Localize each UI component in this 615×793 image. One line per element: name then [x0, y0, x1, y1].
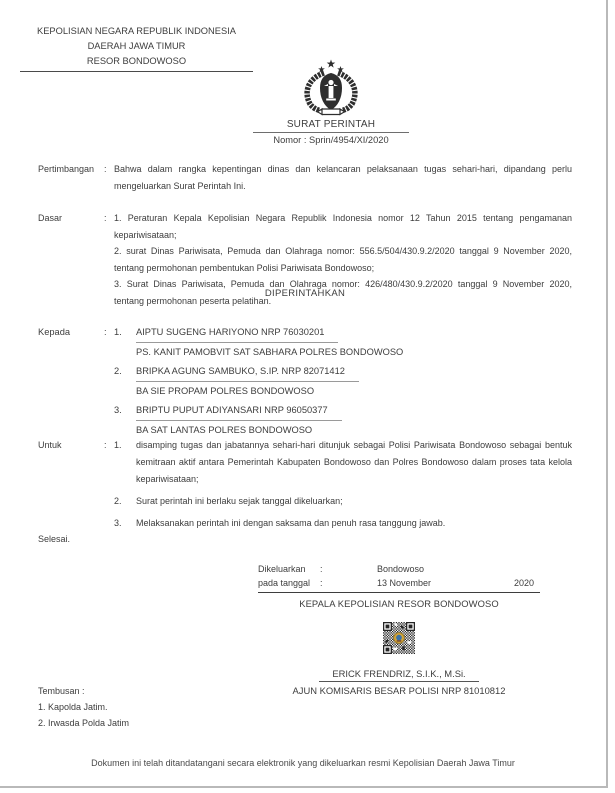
- item-text: Melaksanakan perintah ini dengan saksama dan penuh rasa tanggung jawab.: [136, 518, 446, 528]
- officer-title: BA SAT LANTAS POLRES BONDOWOSO: [136, 425, 313, 435]
- dasar-colon: :: [104, 213, 107, 223]
- officer-name: AIPTU SUGENG HARIYONO NRP 76030201: [136, 323, 338, 343]
- dikeluarkan-label: Dikeluarkan: [258, 564, 306, 574]
- pertimbangan-label: Pertimbangan: [38, 164, 95, 174]
- tanggal-colon: :: [320, 578, 323, 588]
- section-kepada: [38, 323, 572, 440]
- untuk-item: [114, 437, 572, 488]
- kepada-colon: :: [104, 327, 107, 337]
- item-number: 3.: [114, 518, 122, 528]
- item-number: 1.: [114, 440, 122, 450]
- officer-name: BRIPTU PUPUT ADIYANSARI NRP 96050377: [136, 401, 342, 421]
- selesai-text: Selesai.: [38, 534, 71, 544]
- issued-date-row: [258, 576, 540, 593]
- untuk-colon: :: [104, 440, 107, 450]
- letterhead-line-2: DAERAH JAWA TIMUR: [87, 41, 186, 51]
- issued-year: 2020: [513, 578, 534, 588]
- dasar-item: 3. Surat Dinas Pariwisata, Pemuda dan Olahraga nomor: 426/480/430.9.2/2020 tanggal 9 November 2020, tentang permohonan peserta pelatihan.: [114, 279, 572, 306]
- document-number: Nomor : Sprin/4954/XI/2020: [273, 135, 389, 145]
- letterhead-line-3: RESOR BONDOWOSO: [86, 56, 187, 66]
- electronic-signature-qr-icon: [383, 622, 415, 654]
- dikeluarkan-colon: :: [320, 564, 323, 574]
- item-number: 2.: [114, 496, 122, 506]
- letterhead: [20, 24, 253, 72]
- entry-number: 2.: [114, 366, 122, 376]
- entry-number: 1.: [114, 327, 122, 337]
- electronic-signature-notice: Dokumen ini telah ditandatangani secara elektronik yang dikeluarkan resmi Kepolisian Daerah Jawa Timur: [91, 758, 515, 768]
- tembusan-item: 1. Kapolda Jatim.: [38, 702, 108, 712]
- signer-position: KEPALA KEPOLISIAN RESOR BONDOWOSO: [299, 598, 499, 609]
- kepada-entry: [114, 401, 572, 440]
- kepada-entry: [114, 323, 572, 362]
- issued-place: Bondowoso: [377, 564, 425, 574]
- document-title: SURAT PERINTAH: [253, 119, 409, 133]
- section-pertimbangan: [38, 161, 572, 194]
- officer-name: BRIPKA AGUNG SAMBUKO, S.IP. NRP 82071412: [136, 362, 359, 382]
- kepada-label: Kepada: [38, 327, 71, 337]
- item-text: Surat perintah ini berlaku sejak tanggal dikeluarkan;: [136, 496, 343, 506]
- polri-tribrata-emblem-icon: [293, 59, 369, 118]
- diperintahkan-heading: DIPERINTAHKAN: [264, 288, 346, 299]
- signature-block: [258, 562, 540, 696]
- issued-date: 13 November: [377, 578, 432, 588]
- tembusan-block: [38, 683, 129, 731]
- section-untuk: [38, 437, 572, 537]
- officer-title: PS. KANIT PAMOBVIT SAT SABHARA POLRES BONDOWOSO: [136, 347, 404, 357]
- kepada-entry: [114, 362, 572, 401]
- dasar-item: 2. surat Dinas Pariwisata, Pemuda dan Olahraga nomor: 556.5/504/430.9.2/2020 tanggal 9 November 2020, tentang permohonan pembentukan Polisi Pariwisata Bondowoso;: [114, 246, 572, 273]
- issued-place-row: [258, 562, 540, 576]
- pertimbangan-text: Bahwa dalam rangka kepentingan dinas dan kelancaran pelaksanaan tugas sehari-hari, dipandang perlu mengeluarkan Surat Perintah Ini.: [114, 164, 572, 191]
- pertimbangan-colon: :: [104, 164, 107, 174]
- tembusan-item: 2. Irwasda Polda Jatim: [38, 718, 130, 728]
- dasar-label: Dasar: [38, 213, 63, 223]
- document-title-block: [253, 119, 409, 145]
- tanggal-label: pada tanggal: [258, 578, 311, 588]
- item-text: disamping tugas dan jabatannya sehari-hari ditunjuk sebagai Polisi Pariwisata Bondowoso sebagai bentuk kemitraan aktif antara Pemerintah Kabupaten Bondowoso dan Polres Bondowoso dalam proses tata kelola kepariwisataan;: [136, 440, 572, 484]
- entry-number: 3.: [114, 405, 122, 415]
- dasar-item: 1. Peraturan Kepala Kepolisian Negara Republik Indonesia nomor 12 Tahun 2015 tentang pengamanan kepariwisataan;: [114, 213, 572, 240]
- untuk-label: Untuk: [38, 440, 62, 450]
- letterhead-line-1: KEPOLISIAN NEGARA REPUBLIK INDONESIA: [37, 26, 236, 36]
- officer-title: BA SIE PROPAM POLRES BONDOWOSO: [136, 386, 315, 396]
- signer-rank: AJUN KOMISARIS BESAR POLISI NRP 81010812: [292, 685, 506, 696]
- qr-wrap: [258, 622, 540, 656]
- untuk-item: [114, 515, 572, 532]
- signer-name: ERICK FRENDRIZ, S.I.K., M.Si.: [319, 668, 478, 682]
- tembusan-label: Tembusan :: [38, 686, 85, 696]
- untuk-item: [114, 493, 572, 510]
